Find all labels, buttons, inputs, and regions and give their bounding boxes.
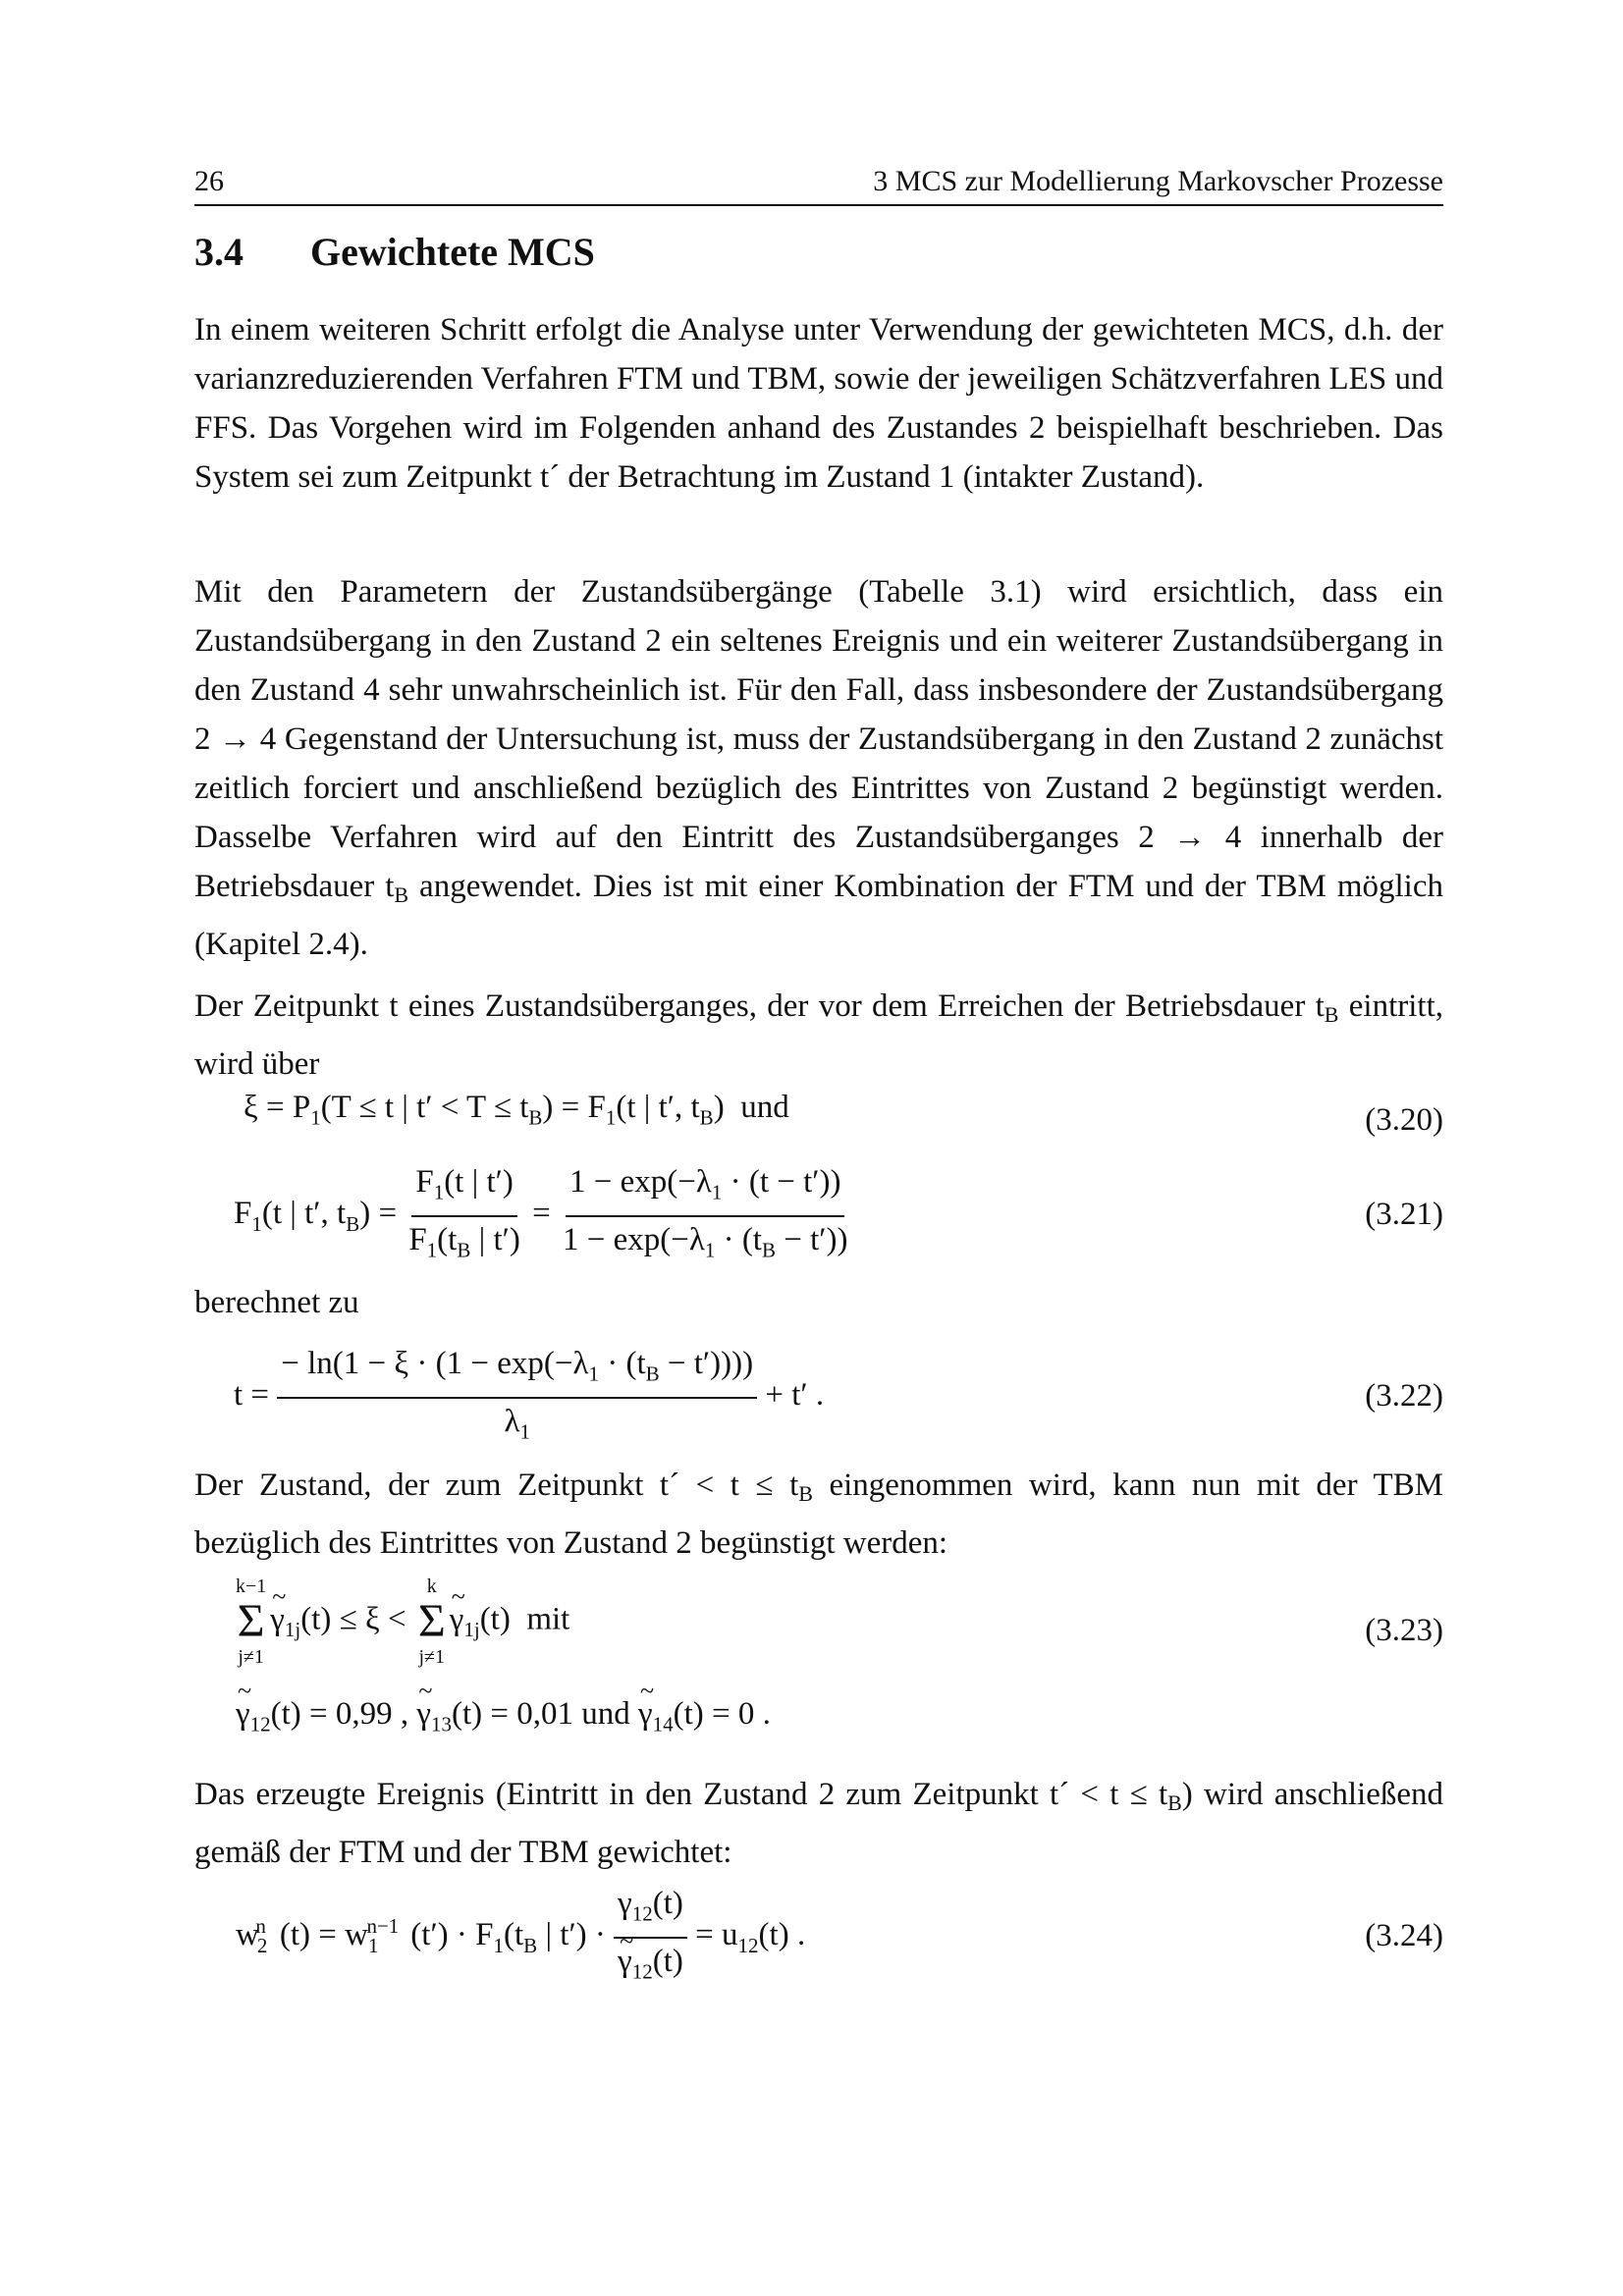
running-title: 3 MCS zur Modellierung Markovscher Prozesse: [873, 165, 1443, 197]
equation-word-mit: mit: [526, 1601, 570, 1637]
equation-3-23-values: ~ $\gamma_{12}(t) = 0,99$ , ~ $\gamma_{13}(t) = 0,01$ und ~ $\gamma_{14}(t) = 0$ .: [236, 1696, 771, 1737]
value-gamma-13: = 0,01 und: [490, 1696, 630, 1732]
paragraph-state-text: Der Zustand, der zum Zeitpunkt t´ < t ≤ t: [194, 1468, 799, 1503]
sum-upper: k Σ j≠1: [417, 1575, 446, 1668]
equation-number-3-22: (3.22): [1365, 1378, 1443, 1414]
paragraph-weighting-text: Das erzeugte Ereignis (Eintritt in den Zustand 2 zum Zeitpunkt t´ < t ≤ t: [194, 1777, 1168, 1812]
page-number: 26: [194, 165, 224, 197]
paragraph-time-point: [194, 982, 1443, 1089]
equation-3-24: $w_2^n$ $(t) = w_1^{n-1}$ $(t') \cdot F_1(t_B$ | t′) · $\gamma_{12}(t)$ ~ $\gamma_{12}(t)$ = $u_{12}(t)$ .: [236, 1883, 805, 1992]
paragraph-weighting-text-end: ) wird anschließend gemäß der FTM und der TBM gewichtet:: [194, 1777, 1443, 1870]
paragraph-computed: berechnet zu: [194, 1285, 359, 1320]
section-number: 3.4: [194, 230, 243, 274]
fraction-exp: $\frac{1 - \exp(-\lambda_1 \cdot (t - t'))}{1 - \exp(-\lambda_1 \cdot (t_B - t'))}$: [559, 1161, 852, 1270]
paragraph-transitions-text-end: angewendet. Dies ist mit einer Kombination der FTM und der TBM möglich (Kapitel 2.4).: [194, 869, 1443, 962]
equation-number-3-20: (3.20): [1365, 1102, 1443, 1138]
fraction-cdf: $\frac{F_1(t | t')}{F_1(t_B | t')}$: [405, 1161, 524, 1270]
paragraph-transitions: [194, 567, 1443, 969]
value-gamma-14: = 0 .: [712, 1696, 771, 1732]
subscript-b: B: [1167, 1790, 1182, 1815]
equation-3-22: t = $\frac{- \ln(1 - \xi \cdot (1 - \exp(-\lambda_1 \cdot (t_B - t'))))}{\lambda_1}$ + t′ .: [234, 1343, 824, 1452]
sum-lower: k−1 Σ j≠1: [236, 1575, 267, 1668]
value-gamma-12: = 0,99 ,: [309, 1696, 409, 1732]
paragraph-state: [194, 1461, 1443, 1568]
fraction-gamma: $\gamma_{12}(t)$ ~ $\gamma_{12}(t)$: [614, 1883, 687, 1992]
paragraph-state-text-end: eingenommen wird, kann nun mit der TBM bezüglich des Eintrittes von Zustand 2 begünstigt werden:: [194, 1468, 1444, 1561]
paragraph-transitions-text: Mit den Parametern der Zustandsübergänge (Tabelle 3.1) wird ersichtlich, dass ein Zustandsübergang in den Zustand 2 ein seltenes Ereignis und ein weiterer Zustandsübergang in den Zustand 4 sehr unwahrscheinlich ist. Für den Fall, dass insbesondere der Zustandsübergang 2 → 4 Gegenstand der Untersuchung ist, muss der Zustandsübergang in den Zustand 2 zunächst zeitlich forciert und anschließend bezüglich des Eintrittes von Zustand 2 begünstigt werden. Dasselbe Verfahren wird auf den Eintritt des Zustandsüberganges 2 → 4 innerhalb der Betriebsdauer t: [194, 574, 1443, 904]
section-heading: [194, 229, 595, 275]
equation-3-20: $\xi = P_1(T \le t$ | $t' < T \le t_B) = F_1(t$ | t′, $t_B$) und: [243, 1090, 789, 1130]
subscript-b: B: [394, 882, 409, 907]
paragraph-weighting: [194, 1770, 1443, 1877]
equation-number-3-21: (3.21): [1365, 1197, 1443, 1232]
equation-number-3-23: (3.23): [1365, 1613, 1443, 1648]
equation-3-23: k−1 Σ j≠1 ~ $\gamma_{1j}(t) \le \xi$ < k Σ j≠1 ~ $\gamma_{1j}(t)$ mit: [232, 1575, 569, 1669]
fraction-inverse: $\frac{- \ln(1 - \xi \cdot (1 - \exp(-\lambda_1 \cdot (t_B - t'))))}{\lambda_1}$: [277, 1343, 757, 1452]
subscript-b: B: [1324, 1002, 1339, 1027]
paragraph-time-point-text: Der Zeitpunkt t eines Zustandsüberganges, der vor dem Erreichen der Betriebsdauer t: [194, 988, 1325, 1024]
subscript-b: B: [798, 1481, 813, 1506]
equation-3-21: $F_1(t$ | t′, $t_B$) = $\frac{F_1(t | t')}{F_1(t_B | t')}$ = $\frac{1 - \exp(-\lambda_1 \cdot (t - t'))}{1 - \exp(-\lambda_1 \cdot (t_B - t'))}$: [234, 1161, 851, 1270]
page-header: [194, 165, 1443, 206]
equation-number-3-24: (3.24): [1365, 1918, 1443, 1953]
equation-word-und: und: [740, 1090, 789, 1125]
section-title: Gewichtete MCS: [310, 230, 595, 274]
paragraph-time-point-text-end: eintritt, wird über: [194, 988, 1443, 1082]
paragraph-intro: In einem weiteren Schritt erfolgt die Analyse unter Verwendung der gewichteten MCS, d.h. der varianzreduzierenden Verfahren FTM und TBM, sowie der jeweiligen Schätzverfahren LES und FFS. Das Vorgehen wird im Folgenden anhand des Zustandes 2 beispielhaft beschrieben. Das System sei zum Zeitpunkt t´ der Betrachtung im Zustand 1 (intakter Zustand).: [194, 312, 1443, 495]
